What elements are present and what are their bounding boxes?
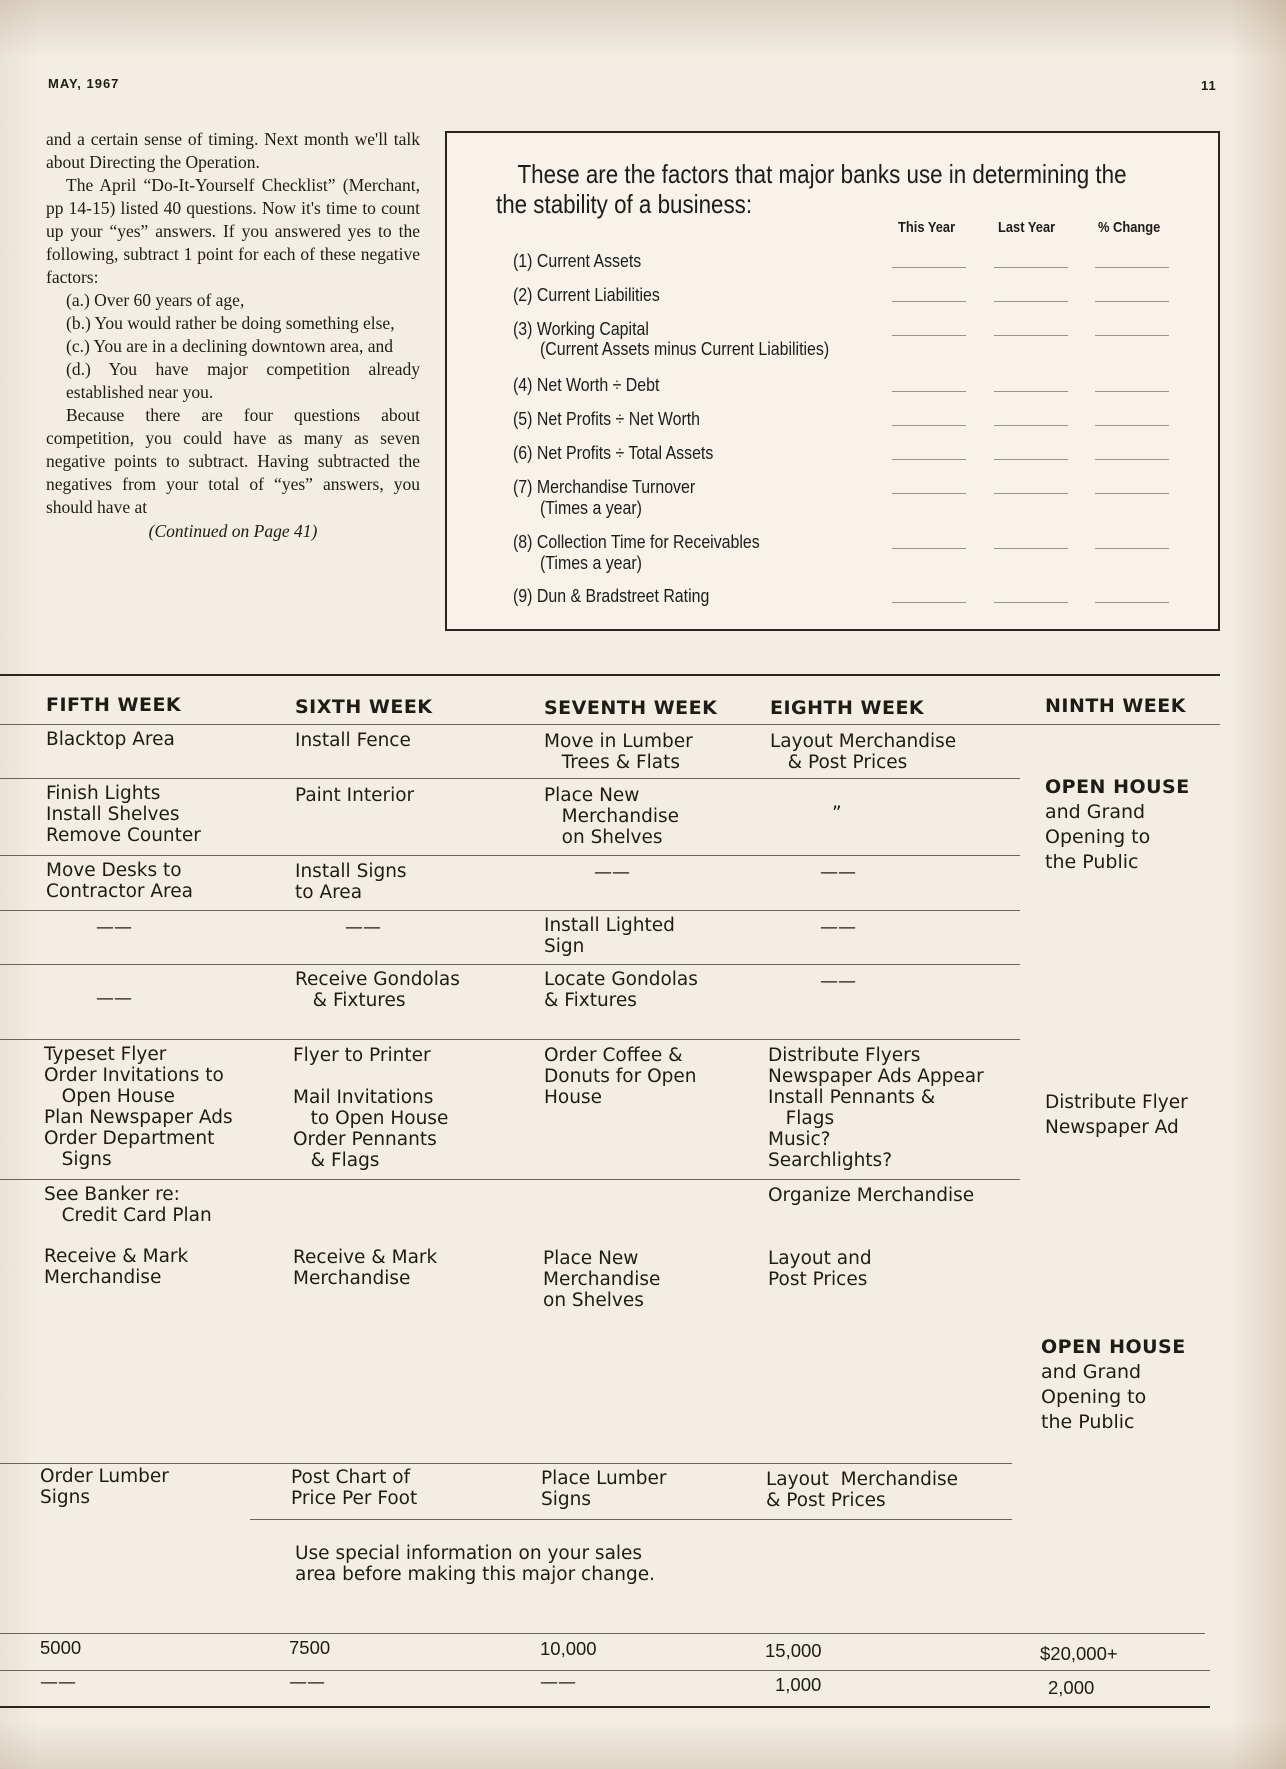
fill-in-line [892, 602, 966, 603]
task-cell: Blacktop Area [46, 729, 175, 750]
task-cell: Post Chart of Price Per Foot [291, 1467, 418, 1509]
total-value: 15,000 [765, 1640, 822, 1661]
row-divider [0, 1633, 1205, 1634]
task-cell: See Banker re: Credit Card Plan [44, 1184, 212, 1226]
row-divider [0, 1670, 1210, 1671]
task-cell: Place New Merchandise on Shelves [544, 785, 680, 848]
task-cell: Distribute Flyers Newspaper Ads Appear Install Pennants & Flags Music? Searchlights? [768, 1045, 984, 1171]
empty-cell-dash: —— [594, 862, 630, 883]
article-list-item: (d.) You have major competition already established near you. [66, 359, 420, 402]
task-cell: Install Fence [295, 730, 411, 751]
fill-in-line [994, 493, 1068, 494]
empty-cell-dash: —— [820, 971, 856, 992]
row-divider [0, 778, 1020, 779]
row-divider [0, 724, 1220, 725]
task-cell: Move in Lumber Trees & Flats [544, 731, 693, 773]
factor-item: (3) Working Capital [513, 318, 649, 339]
fill-in-line [994, 548, 1068, 549]
task-cell: Distribute Flyer Newspaper Ad [1045, 1092, 1188, 1138]
task-cell: Receive & Mark Merchandise [293, 1247, 438, 1289]
total-value: 5000 [40, 1637, 82, 1658]
continued-note: (Continued on Page 41) [148, 521, 318, 541]
task-cell: Locate Gondolas & Fixtures [544, 969, 698, 1011]
fill-in-line [892, 267, 966, 268]
fill-in-line [1095, 602, 1169, 603]
total-value: 1,000 [775, 1674, 822, 1695]
task-cell: Move Desks to Contractor Area [46, 860, 193, 902]
fill-in-line [1095, 301, 1169, 302]
task-cell: Receive Gondolas & Fixtures [295, 969, 460, 1011]
row-divider [0, 1039, 1020, 1040]
fill-in-line [994, 459, 1068, 460]
fill-in-line [994, 267, 1068, 268]
fill-in-line [1095, 548, 1169, 549]
task-cell: Paint Interior [295, 785, 415, 806]
article-list-item: (a.) Over 60 years of age, [66, 290, 245, 310]
column-percent-change: % Change [1098, 219, 1161, 236]
fill-in-line [994, 335, 1068, 336]
factor-item-note: (Times a year) [540, 552, 642, 573]
row-divider [250, 1519, 1012, 1520]
page-number: 11 [1201, 78, 1217, 93]
empty-cell-dash: —— [345, 917, 381, 938]
fill-in-line [892, 391, 966, 392]
open-house-title: OPEN HOUSE [1041, 1336, 1186, 1358]
open-house-callout [1045, 776, 1190, 875]
factor-item: (5) Net Profits ÷ Net Worth [513, 408, 701, 429]
article-list-item: (c.) You are in a declining downtown area, and [66, 336, 394, 356]
fill-in-line [1095, 391, 1169, 392]
total-value: 2,000 [1048, 1677, 1095, 1698]
total-value: 7500 [289, 1637, 331, 1658]
week-header: NINTH WEEK [1045, 695, 1186, 717]
task-cell: Layout and Post Prices [768, 1248, 872, 1290]
fill-in-line [1095, 267, 1169, 268]
page-date: MAY, 1967 [48, 76, 120, 91]
factor-item: (9) Dun & Bradstreet Rating [513, 585, 710, 606]
fill-in-line [892, 493, 966, 494]
factor-item-note: (Times a year) [540, 497, 642, 518]
article-paragraph: Because there are four questions about competition, you could have as many as seven negative points to subtract. Having subtracted the negatives from your total of “yes” answers, you should have at [46, 405, 420, 517]
task-cell: Place New Merchandise on Shelves [543, 1248, 661, 1311]
factor-item: (2) Current Liabilities [513, 284, 660, 305]
ditto-mark: ” [832, 803, 842, 824]
task-cell: Install Signs to Area [295, 861, 407, 903]
factor-item: (4) Net Worth ÷ Debt [513, 374, 660, 395]
task-cell: Place Lumber Signs [541, 1468, 667, 1510]
empty-cell-dash: —— [820, 917, 856, 938]
task-cell: Layout Merchandise & Post Prices [766, 1469, 959, 1511]
empty-cell-dash: —— [289, 1672, 325, 1693]
fill-in-line [1095, 335, 1169, 336]
task-cell: Organize Merchandise [768, 1185, 975, 1206]
article-list-item: (b.) You would rather be doing something else, [66, 313, 395, 333]
fill-in-line [994, 301, 1068, 302]
row-divider [0, 964, 1020, 965]
column-last-year: Last Year [998, 219, 1056, 236]
fill-in-line [1095, 493, 1169, 494]
fill-in-line [892, 301, 966, 302]
task-cell: Typeset Flyer Order Invitations to Open House Plan Newspaper Ads Order Department Signs [44, 1044, 233, 1170]
week-header: EIGHTH WEEK [770, 697, 925, 719]
row-divider [0, 855, 1020, 856]
schedule-bottom-rule [0, 1706, 1210, 1708]
empty-cell-dash: —— [820, 862, 856, 883]
task-cell: Flyer to Printer Mail Invitations to Open House Order Pennants & Flags [293, 1045, 449, 1171]
task-cell: Install Lighted Sign [544, 915, 675, 957]
factor-item: (7) Merchandise Turnover [513, 476, 696, 497]
article-paragraph: and a certain sense of timing. Next month we'll talk about Directing the Operation. [46, 129, 420, 172]
empty-cell-dash: —— [540, 1672, 576, 1693]
factor-item: (1) Current Assets [513, 250, 642, 271]
total-value: 10,000 [540, 1638, 597, 1659]
open-house-callout [1041, 1336, 1186, 1435]
total-value: $20,000+ [1040, 1643, 1118, 1664]
article-text [46, 128, 420, 543]
week-header: SEVENTH WEEK [544, 697, 718, 719]
fill-in-line [892, 335, 966, 336]
article-paragraph: The April “Do-It-Yourself Checklist” (Merchant, pp 14-15) listed 40 questions. Now it's time to count up your “yes” answers. If you answered yes to the following, subtract 1 point for each of these negative factors: [46, 175, 420, 287]
factor-item: (6) Net Profits ÷ Total Assets [513, 442, 714, 463]
bank-factors-box [445, 131, 1220, 631]
factor-item: (8) Collection Time for Receivables [513, 531, 760, 552]
fill-in-line [892, 425, 966, 426]
open-house-text: and Grand Opening to the Public [1045, 801, 1151, 873]
fill-in-line [994, 391, 1068, 392]
task-cell: Order Lumber Signs [40, 1466, 169, 1508]
task-cell: Order Coffee & Donuts for Open House [544, 1045, 697, 1108]
week-header: SIXTH WEEK [295, 696, 433, 718]
schedule-top-rule [0, 674, 1220, 676]
empty-cell-dash: —— [96, 988, 132, 1009]
column-this-year: This Year [898, 219, 956, 236]
factor-item-note: (Current Assets minus Current Liabilities) [540, 338, 830, 359]
fill-in-line [994, 425, 1068, 426]
week-header: FIFTH WEEK [46, 694, 182, 716]
empty-cell-dash: —— [40, 1672, 76, 1693]
open-house-text: and Grand Opening to the Public [1041, 1361, 1147, 1433]
row-divider [0, 910, 1020, 911]
fill-in-line [1095, 459, 1169, 460]
row-divider [0, 1179, 1020, 1180]
row-divider [0, 1463, 1012, 1464]
empty-cell-dash: —— [96, 917, 132, 938]
fill-in-line [892, 548, 966, 549]
task-cell: Finish Lights Install Shelves Remove Counter [46, 783, 201, 846]
special-note: Use special information on your sales area before making this major change. [295, 1543, 656, 1585]
open-house-title: OPEN HOUSE [1045, 776, 1190, 798]
factors-box-title: These are the factors that major banks use in determining the the stability of a business: [496, 159, 1127, 219]
fill-in-line [1095, 425, 1169, 426]
fill-in-line [994, 602, 1068, 603]
task-cell: Receive & Mark Merchandise [44, 1246, 189, 1288]
task-cell: Layout Merchandise & Post Prices [770, 731, 957, 773]
fill-in-line [892, 459, 966, 460]
